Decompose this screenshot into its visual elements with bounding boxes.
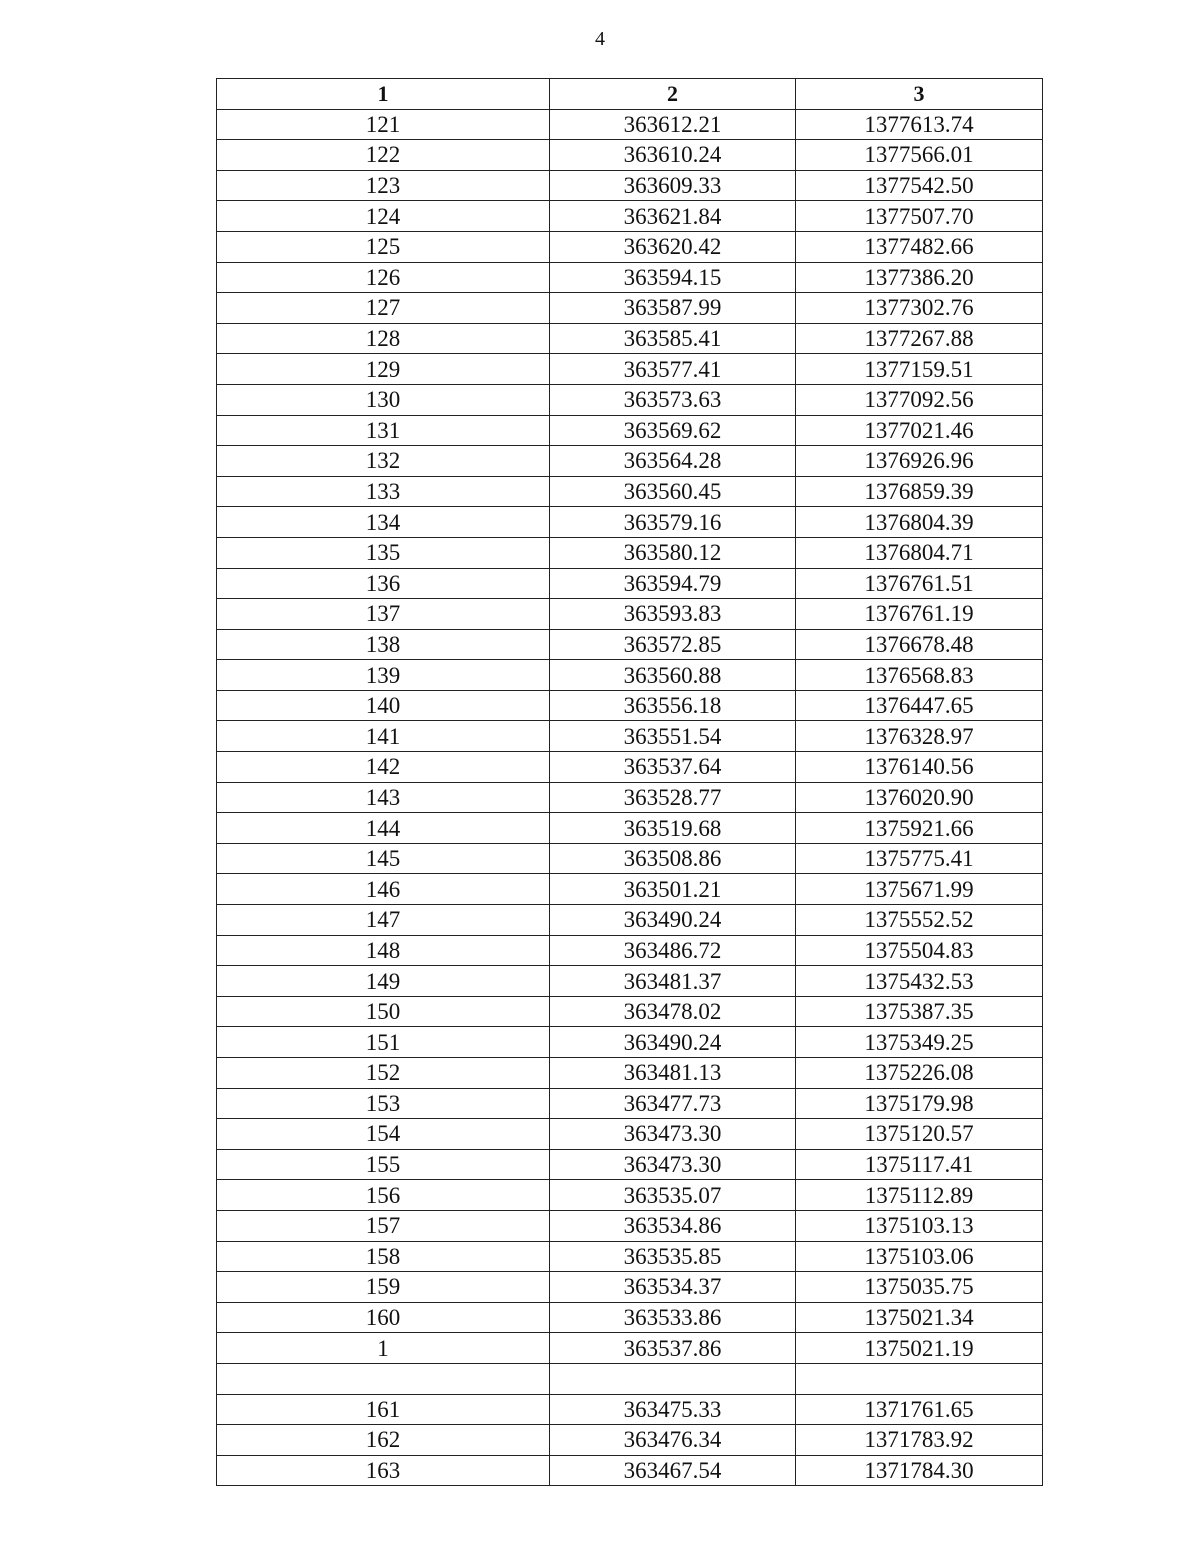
- table-row: [217, 1333, 1043, 1364]
- cell-x-coordinate: 363610.24: [550, 140, 796, 171]
- cell-x-coordinate: 363490.24: [550, 905, 796, 936]
- table-row: [217, 568, 1043, 599]
- cell-x-coordinate: 363467.54: [550, 1455, 796, 1486]
- table-row: [217, 1394, 1043, 1425]
- table-row: [217, 1027, 1043, 1058]
- cell-y-coordinate: 1375432.53: [796, 966, 1043, 997]
- table-row: [217, 1241, 1043, 1272]
- cell-x-coordinate: 363478.02: [550, 996, 796, 1027]
- cell-x-coordinate: 363577.41: [550, 354, 796, 385]
- cell-x-coordinate: 363534.37: [550, 1272, 796, 1303]
- cell-x-coordinate: 363564.28: [550, 446, 796, 477]
- cell-y-coordinate: 1376568.83: [796, 660, 1043, 691]
- table-row: [217, 507, 1043, 538]
- cell-y-coordinate: 1375179.98: [796, 1088, 1043, 1119]
- cell-y-coordinate: 1377302.76: [796, 293, 1043, 324]
- table-row: [217, 660, 1043, 691]
- cell-point-number: 127: [217, 293, 550, 324]
- table-row: [217, 1088, 1043, 1119]
- cell-point-number: 158: [217, 1241, 550, 1272]
- cell-x-coordinate: 363573.63: [550, 384, 796, 415]
- cell-y-coordinate: [796, 1363, 1043, 1394]
- cell-y-coordinate: 1371783.92: [796, 1425, 1043, 1456]
- cell-y-coordinate: 1376020.90: [796, 782, 1043, 813]
- cell-x-coordinate: 363481.13: [550, 1058, 796, 1089]
- cell-x-coordinate: 363569.62: [550, 415, 796, 446]
- cell-point-number: 132: [217, 446, 550, 477]
- cell-point-number: 142: [217, 752, 550, 783]
- cell-point-number: 161: [217, 1394, 550, 1425]
- cell-x-coordinate: 363486.72: [550, 935, 796, 966]
- cell-x-coordinate: 363585.41: [550, 323, 796, 354]
- cell-x-coordinate: 363560.88: [550, 660, 796, 691]
- cell-x-coordinate: 363475.33: [550, 1394, 796, 1425]
- cell-y-coordinate: 1375226.08: [796, 1058, 1043, 1089]
- cell-point-number: 146: [217, 874, 550, 905]
- table-row: [217, 476, 1043, 507]
- cell-x-coordinate: 363537.86: [550, 1333, 796, 1364]
- table-row: [217, 1455, 1043, 1486]
- coordinates-table: [216, 78, 1043, 1486]
- cell-y-coordinate: 1377566.01: [796, 140, 1043, 171]
- cell-point-number: 130: [217, 384, 550, 415]
- cell-point-number: 133: [217, 476, 550, 507]
- column-header-point: 1: [217, 79, 550, 110]
- cell-point-number: 140: [217, 690, 550, 721]
- cell-point-number: 157: [217, 1210, 550, 1241]
- cell-y-coordinate: 1377542.50: [796, 170, 1043, 201]
- cell-point-number: 147: [217, 905, 550, 936]
- table-row: [217, 966, 1043, 997]
- page-number: 4: [595, 28, 605, 50]
- table-row: [217, 537, 1043, 568]
- cell-point-number: 123: [217, 170, 550, 201]
- cell-y-coordinate: 1377507.70: [796, 201, 1043, 232]
- table-row: [217, 1425, 1043, 1456]
- table-row: [217, 1302, 1043, 1333]
- cell-x-coordinate: 363572.85: [550, 629, 796, 660]
- column-header-x: 2: [550, 79, 796, 110]
- cell-x-coordinate: 363535.07: [550, 1180, 796, 1211]
- table-row: [217, 874, 1043, 905]
- cell-y-coordinate: 1375120.57: [796, 1119, 1043, 1150]
- cell-x-coordinate: 363620.42: [550, 231, 796, 262]
- cell-y-coordinate: 1377613.74: [796, 109, 1043, 140]
- cell-x-coordinate: 363519.68: [550, 813, 796, 844]
- cell-point-number: 150: [217, 996, 550, 1027]
- table-row: [217, 1180, 1043, 1211]
- cell-point-number: 128: [217, 323, 550, 354]
- cell-point-number: 129: [217, 354, 550, 385]
- cell-y-coordinate: 1376140.56: [796, 752, 1043, 783]
- cell-point-number: [217, 1363, 550, 1394]
- cell-point-number: 159: [217, 1272, 550, 1303]
- cell-x-coordinate: 363551.54: [550, 721, 796, 752]
- cell-y-coordinate: 1377021.46: [796, 415, 1043, 446]
- table-row: [217, 721, 1043, 752]
- cell-x-coordinate: 363473.30: [550, 1119, 796, 1150]
- cell-point-number: 125: [217, 231, 550, 262]
- cell-y-coordinate: 1375921.66: [796, 813, 1043, 844]
- table-row: [217, 905, 1043, 936]
- table-row: [217, 415, 1043, 446]
- table-row: [217, 384, 1043, 415]
- cell-y-coordinate: 1376328.97: [796, 721, 1043, 752]
- cell-y-coordinate: 1376761.19: [796, 599, 1043, 630]
- table-row: [217, 629, 1043, 660]
- cell-point-number: 154: [217, 1119, 550, 1150]
- table-header-row: [217, 79, 1043, 110]
- cell-point-number: 1: [217, 1333, 550, 1364]
- cell-point-number: 144: [217, 813, 550, 844]
- cell-point-number: 163: [217, 1455, 550, 1486]
- cell-x-coordinate: 363579.16: [550, 507, 796, 538]
- table-row: [217, 1058, 1043, 1089]
- table-row: [217, 170, 1043, 201]
- cell-x-coordinate: 363609.33: [550, 170, 796, 201]
- cell-y-coordinate: 1377267.88: [796, 323, 1043, 354]
- cell-y-coordinate: 1375117.41: [796, 1149, 1043, 1180]
- cell-y-coordinate: 1377482.66: [796, 231, 1043, 262]
- cell-point-number: 143: [217, 782, 550, 813]
- table-body: [217, 109, 1043, 1486]
- cell-y-coordinate: 1376761.51: [796, 568, 1043, 599]
- cell-x-coordinate: 363481.37: [550, 966, 796, 997]
- cell-point-number: 121: [217, 109, 550, 140]
- cell-x-coordinate: 363534.86: [550, 1210, 796, 1241]
- table-row: [217, 354, 1043, 385]
- cell-y-coordinate: 1375552.52: [796, 905, 1043, 936]
- table-row: [217, 262, 1043, 293]
- table-row: [217, 293, 1043, 324]
- table-row: [217, 109, 1043, 140]
- cell-y-coordinate: 1376859.39: [796, 476, 1043, 507]
- cell-x-coordinate: 363621.84: [550, 201, 796, 232]
- cell-y-coordinate: 1377386.20: [796, 262, 1043, 293]
- cell-x-coordinate: 363593.83: [550, 599, 796, 630]
- cell-y-coordinate: 1376447.65: [796, 690, 1043, 721]
- column-header-y: 3: [796, 79, 1043, 110]
- table-row: [217, 140, 1043, 171]
- cell-x-coordinate: [550, 1363, 796, 1394]
- cell-x-coordinate: 363594.15: [550, 262, 796, 293]
- table-row: [217, 599, 1043, 630]
- cell-y-coordinate: 1375112.89: [796, 1180, 1043, 1211]
- cell-y-coordinate: 1375035.75: [796, 1272, 1043, 1303]
- table-row: [217, 1119, 1043, 1150]
- cell-y-coordinate: 1375103.13: [796, 1210, 1043, 1241]
- cell-point-number: 136: [217, 568, 550, 599]
- cell-point-number: 141: [217, 721, 550, 752]
- table-row: [217, 782, 1043, 813]
- table-row: [217, 446, 1043, 477]
- cell-x-coordinate: 363473.30: [550, 1149, 796, 1180]
- cell-y-coordinate: 1376678.48: [796, 629, 1043, 660]
- cell-point-number: 153: [217, 1088, 550, 1119]
- cell-point-number: 122: [217, 140, 550, 171]
- cell-y-coordinate: 1375103.06: [796, 1241, 1043, 1272]
- cell-point-number: 124: [217, 201, 550, 232]
- cell-point-number: 135: [217, 537, 550, 568]
- cell-y-coordinate: 1377159.51: [796, 354, 1043, 385]
- cell-x-coordinate: 363535.85: [550, 1241, 796, 1272]
- table-row: [217, 1272, 1043, 1303]
- cell-point-number: 137: [217, 599, 550, 630]
- cell-point-number: 152: [217, 1058, 550, 1089]
- cell-y-coordinate: 1371784.30: [796, 1455, 1043, 1486]
- cell-point-number: 134: [217, 507, 550, 538]
- cell-point-number: 145: [217, 843, 550, 874]
- cell-x-coordinate: 363580.12: [550, 537, 796, 568]
- table-row: [217, 935, 1043, 966]
- cell-x-coordinate: 363612.21: [550, 109, 796, 140]
- cell-point-number: 160: [217, 1302, 550, 1333]
- cell-x-coordinate: 363508.86: [550, 843, 796, 874]
- cell-x-coordinate: 363560.45: [550, 476, 796, 507]
- cell-point-number: 139: [217, 660, 550, 691]
- cell-y-coordinate: 1375775.41: [796, 843, 1043, 874]
- cell-y-coordinate: 1375021.34: [796, 1302, 1043, 1333]
- cell-point-number: 162: [217, 1425, 550, 1456]
- cell-x-coordinate: 363477.73: [550, 1088, 796, 1119]
- cell-x-coordinate: 363528.77: [550, 782, 796, 813]
- cell-x-coordinate: 363476.34: [550, 1425, 796, 1456]
- table-row: [217, 1363, 1043, 1394]
- cell-point-number: 155: [217, 1149, 550, 1180]
- cell-y-coordinate: 1375387.35: [796, 996, 1043, 1027]
- cell-x-coordinate: 363594.79: [550, 568, 796, 599]
- table-row: [217, 1149, 1043, 1180]
- cell-x-coordinate: 363490.24: [550, 1027, 796, 1058]
- table-row: [217, 231, 1043, 262]
- table-row: [217, 201, 1043, 232]
- table-row: [217, 752, 1043, 783]
- table-row: [217, 690, 1043, 721]
- cell-x-coordinate: 363537.64: [550, 752, 796, 783]
- cell-point-number: 149: [217, 966, 550, 997]
- table-row: [217, 1210, 1043, 1241]
- cell-y-coordinate: 1375349.25: [796, 1027, 1043, 1058]
- cell-x-coordinate: 363587.99: [550, 293, 796, 324]
- cell-x-coordinate: 363533.86: [550, 1302, 796, 1333]
- table-row: [217, 813, 1043, 844]
- cell-point-number: 148: [217, 935, 550, 966]
- cell-point-number: 156: [217, 1180, 550, 1211]
- cell-y-coordinate: 1376804.71: [796, 537, 1043, 568]
- cell-y-coordinate: 1375021.19: [796, 1333, 1043, 1364]
- cell-y-coordinate: 1375504.83: [796, 935, 1043, 966]
- cell-y-coordinate: 1371761.65: [796, 1394, 1043, 1425]
- cell-y-coordinate: 1376926.96: [796, 446, 1043, 477]
- cell-y-coordinate: 1375671.99: [796, 874, 1043, 905]
- cell-point-number: 131: [217, 415, 550, 446]
- cell-point-number: 126: [217, 262, 550, 293]
- table-row: [217, 323, 1043, 354]
- cell-x-coordinate: 363501.21: [550, 874, 796, 905]
- cell-y-coordinate: 1376804.39: [796, 507, 1043, 538]
- cell-y-coordinate: 1377092.56: [796, 384, 1043, 415]
- table-row: [217, 996, 1043, 1027]
- cell-x-coordinate: 363556.18: [550, 690, 796, 721]
- cell-point-number: 138: [217, 629, 550, 660]
- table-row: [217, 843, 1043, 874]
- cell-point-number: 151: [217, 1027, 550, 1058]
